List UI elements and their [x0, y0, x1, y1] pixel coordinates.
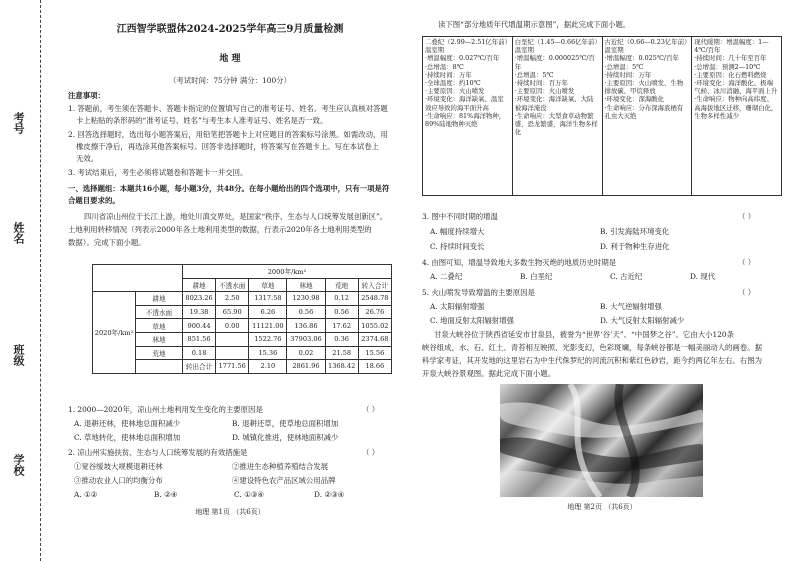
option: ④建设特色农产品区域公用品牌 — [232, 476, 336, 485]
col-header: 林地 — [287, 278, 325, 292]
passage-line: 开泉大峡谷景观图。据此完成下面小题。 — [422, 369, 556, 378]
option: A. 太阳辐射增强 — [430, 302, 485, 311]
section-one-heading: 一、选择题组：本题共16小题，每小题3分，共48分。在每小题给出的四个选项中，只有一项是符 — [68, 184, 390, 193]
option: A. ①② — [74, 490, 98, 499]
option: C. 古近纪 — [610, 272, 643, 281]
option: B. 引发海陆环境变化 — [600, 227, 670, 236]
option: B. 白垩纪 — [520, 272, 553, 281]
class-label: 班级 — [12, 344, 25, 366]
answer-bracket: （ ） — [738, 258, 756, 267]
option: D. 城镇化推进，使林地面积减少 — [232, 433, 339, 442]
period-cell-cretaceous: 白垩纪（1.45—0.66亿年前）温室期 ·增温幅度：0.000025℃/百年 ·总增温：5℃ ·持续时间：百万年 ·主要原因：火山喷发 ·环境变化：海洋缺氧、大陆被海洋淹没 ·生命响应：大型食草动物繁盛，恐龙繁盛，海洋生物多样化 — [512, 37, 602, 196]
period-cell-permian: 二叠纪（2.99—2.51亿年前）温室期 ·增温幅度：0.027℃/百年 ·总增温：8℃ ·持续时间：万年 ·全球温度：约10℃ ·主要原因：火山喷发 ·环境变化：海洋缺氧、温室效应导致的海平面升高 ·生命响应：81%海洋物种，89%陆地物种灭绝 — [423, 37, 513, 196]
col-header: 转入合计 — [358, 278, 391, 292]
option: D. ②③④ — [314, 490, 345, 499]
question-1: 1. 2000—2020年，凉山州土地利用发生变化的主要原因是 — [68, 405, 263, 414]
table-row: 转出合计 1771.56 2.10 2861.96 1368.42 18.66 — [93, 360, 392, 374]
page-2 — [420, 0, 784, 561]
option: D. 利于物种生存进化 — [600, 242, 670, 251]
page-footer: 地理 第2页 （共6页） — [567, 503, 637, 511]
notice-line: 3. 考试结束后，考生必须将试题卷和答题卡一并交回。 — [68, 168, 248, 177]
notice-title: 注意事项： — [68, 91, 105, 100]
notice-line: 2. 回答选择题时，选出每小题答案后，用铅笔把答题卡上对应题目的答案标号涂黑。如需改动，用 — [68, 130, 388, 139]
notice-line: 无效。 — [76, 154, 99, 163]
exam-header: 江西智学联盟体2024-2025学年高三9月质量检测 — [116, 24, 344, 35]
binding-dashed-line — [40, 0, 41, 561]
intro-line: 四川省凉山州位于长江上游，地处川滇交界处，是国家“秩序、生态与人口统筹发展创新区”。 — [84, 212, 388, 221]
option: ②推进生态种植养殖结合发展 — [232, 462, 329, 471]
intro-line: 数据）。完成下面小题。 — [68, 238, 146, 247]
question-2: 2. 凉山州实施扶贫、生态与人口统筹发展的有效措施是 — [68, 448, 248, 457]
table-row: 2020年/km² 耕地 8023.26 2.50 1317.58 1230.98 0.12 2548.78 — [93, 292, 392, 306]
section-one-heading-cont: 合题目要求的。 — [68, 196, 120, 205]
answer-bracket: （ ） — [362, 405, 380, 414]
intro-line: 土地利用转移情况（列表示2000年各土地利用类型的数据，行表示2020年各土地利用类型的 — [68, 225, 372, 234]
col-header: 不透水面 — [216, 278, 249, 292]
col-header: 草地 — [249, 278, 287, 292]
period-cell-modern: 现代暖期：增温幅度：1—4℃/百年 ·持续时间：几十年至百年 ·总增温：预测2—10℃ ·主要原因：化石燃料燃烧 ·环境变化：海洋酸化、极端气候、冰川消融、海平面上升 ·生命响应：物种向高纬度、高海拔地区迁移，珊瑚白化，生物多样性减少 — [692, 37, 782, 196]
option: C. 地面反射太阳辐射增强 — [430, 316, 514, 325]
page-1 — [62, 0, 398, 561]
exam-info: （考试时间：75分钟 满分：100分） — [169, 76, 291, 85]
canyon-rock-layers — [500, 384, 703, 497]
answer-bracket: （ ） — [362, 448, 380, 457]
notice-line: 卡上粘贴的条形码的“准考证号、姓名”与考生本人准考证号、姓名是否一致。 — [76, 116, 328, 125]
subject-title: 地 理 — [219, 54, 241, 64]
figure-intro: 读下图“部分地质年代增温期示意图”，据此完成下面小题。 — [438, 20, 631, 29]
passage-line: 科学家考证，其开发地的这里岩石为中生代侏罗纪的河流沉积和紫红色砂岩，距今约两亿年左右。右图为 — [422, 356, 762, 365]
page-footer: 地理 第1页 （共6页） — [195, 508, 265, 516]
option: A. 退耕还林，使林地总面积减少 — [74, 419, 181, 428]
question-5: 5. 火山喷发导致增温的主要原因是 — [422, 288, 535, 297]
canyon-photo — [500, 384, 703, 497]
row-group-label: 2020年/km² — [93, 292, 136, 374]
geologic-warming-table — [422, 36, 782, 196]
col-header: 耕地 — [182, 278, 215, 292]
table-row: 荒地 0.18 15.36 0.02 21.58 15.56 — [93, 346, 392, 360]
school-label: 学校 — [12, 454, 25, 476]
question-4: 4. 由图可知，增温导致地大多数生物灭绝的地质历史时期是 — [422, 258, 617, 267]
period-cell-paleogene: 古近纪（0.66—0.23亿年前）温室期 ·增温幅度：0.025℃/百年 ·总增温：5℃ ·持续时间：万年 ·主要原因：火山喷发、生物排放碳、甲烷释放 ·环境变化：深海酸化 ·生命响应：分布深海底栖有孔虫大灭绝 — [602, 37, 692, 196]
option: A. 幅度持续增大 — [430, 227, 485, 236]
passage-line: 峡谷组成，水、石、红土、青苔相互映照、光影变幻，色彩斑斓，每条峡谷都是一幅美丽动人的画卷。据 — [422, 343, 762, 352]
question-3: 3. 图中不同时期的增温 — [422, 212, 498, 221]
option: C. ①③④ — [234, 490, 264, 499]
option: C. 草地转化，使林地总面积增加 — [74, 433, 181, 442]
table-row: 不透水面 19.38 65.90 6.26 0.56 0.56 26.76 — [93, 305, 392, 319]
answer-bracket: （ ） — [738, 288, 756, 297]
option: B. ②④ — [154, 490, 178, 499]
col-header: 荒地 — [325, 278, 358, 292]
notice-line: 橡皮擦干净后，再选涂其他答案标号。回答非选择题时，将答案写在答题卡上。写在本试卷上 — [76, 142, 380, 151]
table-row: 林地 851.56 1522.76 37903.06 0.36 2374.68 — [93, 332, 392, 346]
option: B. 退耕还草，使草地总面积增加 — [232, 419, 339, 428]
exam-number-label: 考号 — [12, 112, 25, 134]
table-top-header: 2000年/km² — [182, 265, 391, 279]
table-row: 草地 900.44 0.00 11121.00 136.86 17.62 1055.02 — [93, 319, 392, 333]
answer-bracket: （ ） — [738, 212, 756, 221]
option: D. 大气反射太阳辐射减少 — [600, 316, 685, 325]
land-use-table — [92, 264, 392, 374]
passage-line: 甘泉大峡谷位于陕西省延安市甘泉县，被誉为“世界‘谷’天”、“中国梦之谷”。它由大小120条 — [434, 330, 734, 339]
notice-line: 1. 答题前，考生须在答题卡、答题卡指定的位置填写自己的准考证号、姓名。考生应认真核对答题 — [68, 104, 388, 113]
option: B. 大气逆辐射增强 — [600, 302, 662, 311]
option: A. 二叠纪 — [430, 272, 463, 281]
binding-margin — [0, 0, 60, 561]
option: ①宽谷缓坡大规模退耕还林 — [74, 462, 163, 471]
option: D. 现代 — [690, 272, 716, 281]
option: ③推动农业人口的均衡分布 — [74, 476, 163, 485]
name-label: 姓名 — [12, 222, 25, 244]
option: C. 持续时间变长 — [430, 242, 485, 251]
